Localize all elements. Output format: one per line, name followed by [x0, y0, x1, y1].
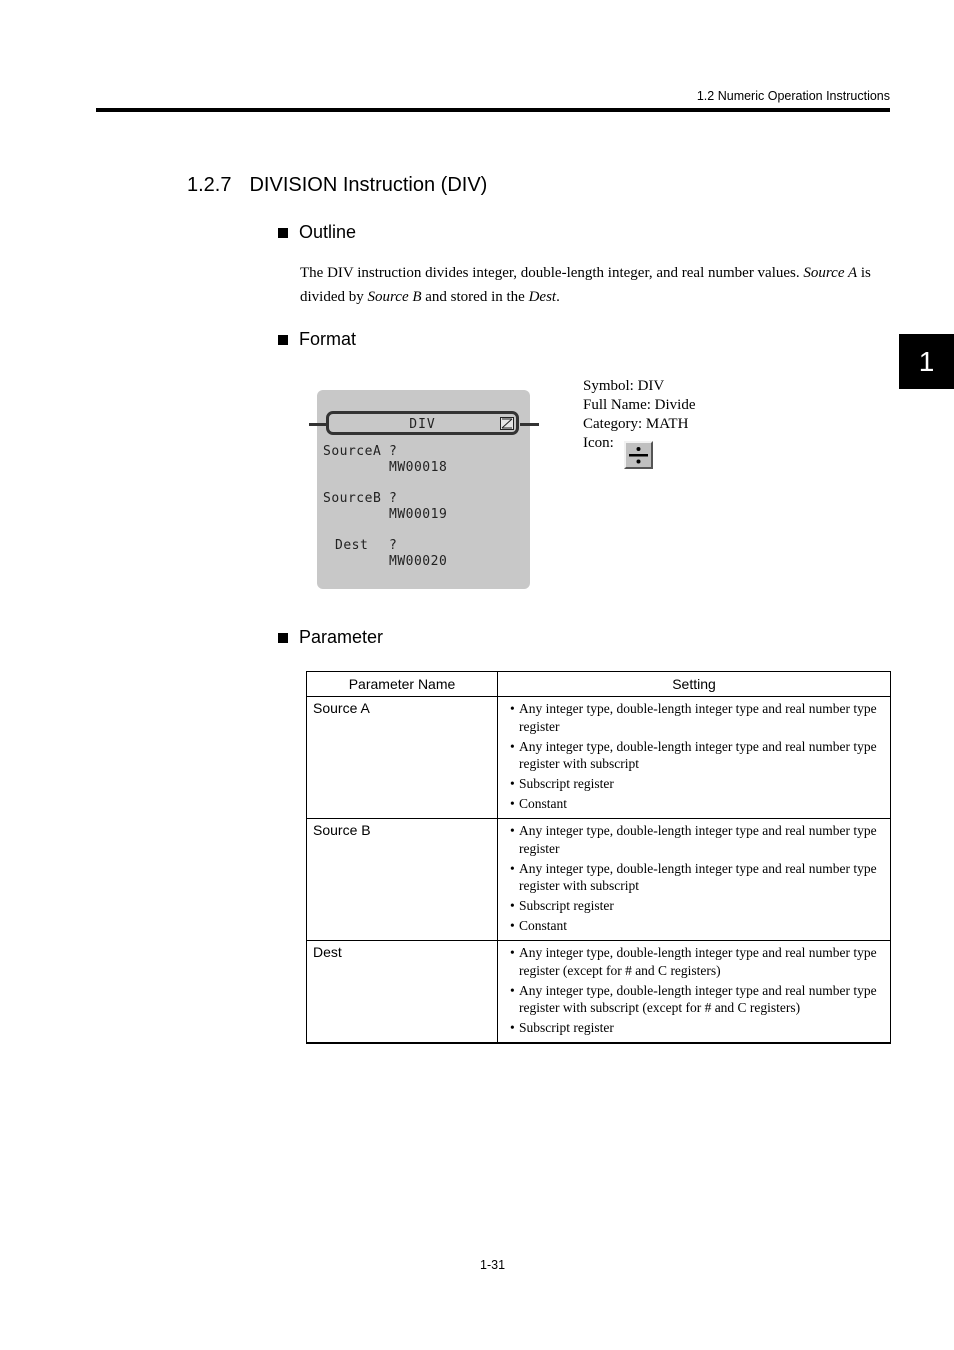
square-bullet-icon [278, 228, 288, 238]
param-setting [498, 941, 891, 1044]
column-header-parameter-name: Parameter Name [307, 672, 498, 697]
dest-register: MW00020 [389, 554, 448, 569]
column-header-setting: Setting [498, 672, 891, 697]
table-header-row [307, 672, 891, 697]
chapter-tab: 1 [899, 334, 954, 389]
list-item: • Constant [510, 795, 880, 813]
list-item: • Constant [510, 917, 880, 935]
source-a-question: ? [389, 444, 398, 459]
block-symbol: DIV [409, 417, 436, 432]
outline-text-3: and stored in the [421, 289, 529, 305]
dest-label: Dest [335, 538, 369, 553]
list-item: • Any integer type, double-length integer type and real number type register (except for # and C registers) [510, 944, 880, 979]
outline-source-b: Source B [367, 289, 422, 305]
category-line: Category: MATH [583, 416, 689, 432]
format-heading-text: Format [299, 329, 357, 349]
table-row [307, 941, 891, 1044]
output-wire [520, 423, 539, 426]
outline-text-1: The DIV instruction divides integer, double-length integer, and real number values. [300, 265, 804, 281]
icon-label: Icon: [583, 435, 614, 451]
outline-heading-text: Outline [299, 222, 357, 242]
table-row [307, 819, 891, 941]
source-a-label: SourceA [323, 444, 382, 459]
header-rule [96, 108, 890, 112]
param-name: Source A [307, 697, 498, 819]
setting-list [510, 944, 880, 1037]
outline-dest: Dest [528, 289, 557, 305]
running-header: 1.2 Numeric Operation Instructions [696, 89, 890, 103]
full-name-line: Full Name: Divide [583, 397, 696, 413]
block-divide-icon [500, 417, 514, 430]
source-b-register: MW00019 [389, 507, 448, 522]
section-number: 1.2.7 [187, 174, 232, 196]
section-title [187, 174, 487, 197]
parameter-heading-text: Parameter [299, 627, 384, 647]
parameter-table [306, 671, 891, 1044]
page-number: 1-31 [480, 1258, 506, 1272]
param-name: Dest [307, 941, 498, 1044]
setting-list [510, 822, 880, 935]
outline-heading [278, 222, 356, 243]
list-item: • Subscript register [510, 775, 880, 793]
parameter-heading [278, 627, 383, 648]
list-item: • Any integer type, double-length integer type and real number type register with subscript (except for # and C registers) [510, 982, 880, 1017]
symbol-line: Symbol: DIV [583, 378, 665, 394]
list-item: • Any integer type, double-length integer type and real number type register with subscript [510, 738, 880, 773]
list-item: • Any integer type, double-length integer type and real number type register with subscript [510, 860, 880, 895]
list-item: • Any integer type, double-length integer type and real number type register [510, 700, 880, 735]
param-name: Source B [307, 819, 498, 941]
dest-question: ? [389, 538, 398, 553]
source-a-register: MW00018 [389, 460, 448, 475]
setting-list [510, 700, 880, 813]
square-bullet-icon [278, 335, 288, 345]
list-item: • Subscript register [510, 897, 880, 915]
list-item: • Subscript register [510, 1019, 880, 1037]
section-title-text: DIVISION Instruction (DIV) [249, 174, 488, 196]
outline-source-a: Source A [803, 265, 858, 281]
outline-text-2: is divided by [300, 265, 871, 305]
source-b-label: SourceB [323, 491, 382, 506]
outline-paragraph [300, 261, 886, 309]
format-heading [278, 329, 356, 350]
square-bullet-icon [278, 633, 288, 643]
source-b-question: ? [389, 491, 398, 506]
outline-text-4: . [556, 289, 560, 305]
param-setting [498, 819, 891, 941]
table-row [307, 697, 891, 819]
list-item: • Any integer type, double-length integer type and real number type register [510, 822, 880, 857]
divide-icon [624, 441, 653, 469]
param-setting [498, 697, 891, 819]
